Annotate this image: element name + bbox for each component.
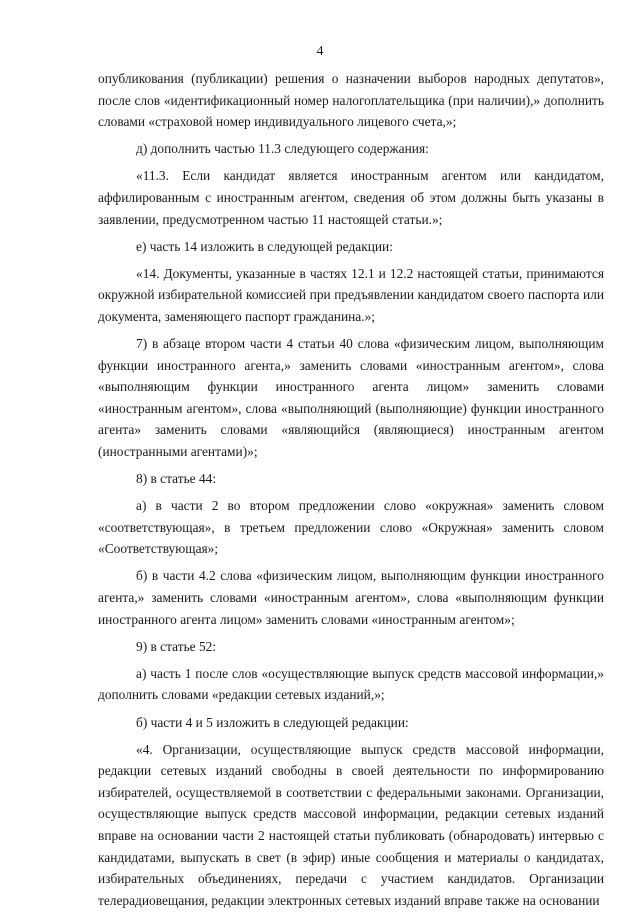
paragraph: «4. Организации, осуществляющие выпуск средств массовой информации, редакции сетевых изданий свободны в своей деятельности по информированию избирателей, осуществляемой в соответствии с федеральными законами. Организации, осуществляющие выпуск средств массовой информации, редакции сетевых изданий вправе на основании части 2 настоящей статьи публиковать (обнародовать) интервью с кандидатами, выпускать в свет (в эфир) иные сообщения и материалы о кандидатах, избирательных объединениях, передачи с участием кандидатов. Организации телерадиовещания, редакции электронных сетевых изданий вправе также на основании: [98, 741, 604, 908]
paragraph: 7) в абзаце втором части 4 статьи 40 слова «физическим лицом, выполняющим функции иностранного агента,» заменить словами «иностранным агентом», слова «выполняющим функции иностранного агента лицом» заменить словами «иностранным агентом», слова «выполняющий (выполняющие) функции иностранного агента» заменить словами «являющийся (являющиеся) иностранным агентом (иностранными агентами)»;: [98, 336, 604, 459]
paragraph: 8) в статье 44:: [136, 471, 217, 487]
paragraph: «14. Документы, указанные в частях 12.1 и 12.2 настоящей статьи, принимаются окружной избирательной комиссией при предъявлении кандидатом своего паспорта или документа, заменяющего паспорт гражданина.»;: [98, 265, 604, 324]
paragraph: «11.3. Если кандидат является иностранным агентом или кандидатом, аффилированным с иностранным агентом, сведения об этом должны быть указаны в заявлении, предусмотренном частью 11 настоящей статьи.»;: [98, 168, 604, 227]
page-number: 4: [316, 44, 324, 59]
paragraph: а) в части 2 во втором предложении слово «окружная» заменить словом «соответствующая», в третьем предложении слово «Окружная» заменить словом «Соответствующая»;: [98, 498, 604, 557]
paragraph: 9) в статье 52:: [136, 638, 217, 654]
paragraph: б) части 4 и 5 изложить в следующей редакции:: [136, 714, 409, 730]
paragraph: д) дополнить частью 11.3 следующего содержания:: [136, 141, 429, 157]
paragraph: б) в части 4.2 слова «физическим лицом, выполняющим функции иностранного агента,» заменить словами «иностранным агентом», слова «выполняющим функции иностранного агента лицом» заменить словами «иностранным агентом»;: [98, 568, 604, 627]
paragraph: а) часть 1 после слов «осуществляющие выпуск средств массовой информации,» дополнить словами «редакции сетевых изданий,»;: [98, 665, 604, 703]
paragraph: е) часть 14 изложить в следующей редакции:: [136, 238, 393, 254]
continued-paragraph: опубликования (публикации) решения о назначении выборов народных депутатов», после слов «идентификационный номер налогоплательщика (при наличии),» дополнить словами «страховой номер индивидуального лицевого счета,»;: [98, 71, 604, 130]
document-body: [98, 68, 604, 917]
